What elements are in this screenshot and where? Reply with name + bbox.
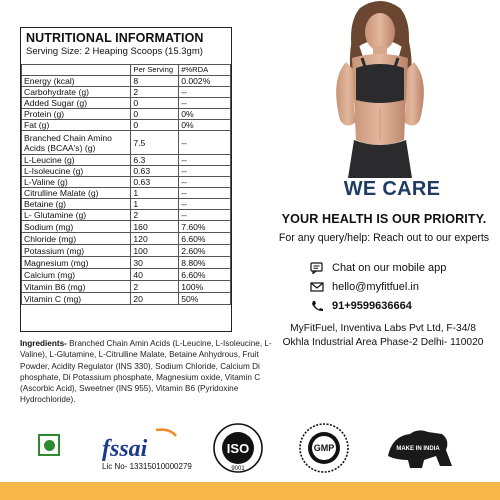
rda-value: -- xyxy=(179,210,231,221)
nutrition-rows xyxy=(22,76,231,305)
nutrition-row xyxy=(22,87,231,98)
per-serving-value: 8 xyxy=(131,76,179,87)
per-serving-value: 1 xyxy=(131,199,179,210)
per-serving-value: 0.63 xyxy=(131,177,179,188)
contact-phone[interactable] xyxy=(310,300,412,312)
rda-value: 0% xyxy=(179,109,231,120)
gmp-text: GMP xyxy=(313,443,335,453)
nutrient-name: Vitamin B6 (mg) xyxy=(22,281,131,293)
per-serving-value: 2 xyxy=(131,281,179,293)
address-line-1: MyFitFuel, Inventiva Labs Pvt Ltd, F-34/8 xyxy=(290,323,476,334)
nutrition-row xyxy=(22,166,231,177)
per-serving-value: 30 xyxy=(131,257,179,269)
rda-value: -- xyxy=(179,188,231,199)
nutrient-name: Chloride (mg) xyxy=(22,233,131,245)
rda-value: 50% xyxy=(179,293,231,305)
nutrient-name: L-Isoleucine (g) xyxy=(22,166,131,177)
fssai-logo xyxy=(98,426,188,462)
per-serving-value: 2 xyxy=(131,210,179,221)
per-serving-value: 6.3 xyxy=(131,155,179,166)
rda-value: 0.002% xyxy=(179,76,231,87)
per-serving-value: 120 xyxy=(131,233,179,245)
rda-value: 8.80% xyxy=(179,257,231,269)
rda-value: 7.60% xyxy=(179,221,231,233)
nutrition-row xyxy=(22,257,231,269)
veg-mark-icon xyxy=(38,434,60,456)
query-help-text: For any query/help: Reach out to our experts xyxy=(278,232,490,244)
make-in-india-text: MAKE IN INDIA xyxy=(396,446,440,452)
nutrition-row xyxy=(22,221,231,233)
nutrient-name: Energy (kcal) xyxy=(22,76,131,87)
we-care-heading: WE CARE xyxy=(343,178,441,200)
nutrition-title: NUTRITIONAL INFORMATION xyxy=(26,31,204,45)
per-serving-value: 2 xyxy=(131,87,179,98)
nutrient-name: Added Sugar (g) xyxy=(22,98,131,109)
rda-value: 100% xyxy=(179,281,231,293)
nutrition-table xyxy=(21,64,231,305)
per-serving-value: 0 xyxy=(131,120,179,131)
nutrient-name: Vitamin C (mg) xyxy=(22,293,131,305)
company-address xyxy=(266,322,500,350)
fitness-model-image xyxy=(300,0,460,178)
nutrition-row xyxy=(22,233,231,245)
ingredients-label: Ingredients- xyxy=(20,339,67,348)
nutrient-name: Betaine (g) xyxy=(22,199,131,210)
fssai-wordmark: fssai xyxy=(102,436,148,462)
nutrition-row xyxy=(22,199,231,210)
header-nutrient xyxy=(22,65,131,76)
nutrient-name: Potassium (mg) xyxy=(22,245,131,257)
rda-value: -- xyxy=(179,177,231,188)
per-serving-value: 40 xyxy=(131,269,179,281)
nutrition-row xyxy=(22,245,231,257)
address-line-2: Okhla Industrial Area Phase-2 Delhi- 110020 xyxy=(282,337,484,348)
nutrition-row xyxy=(22,210,231,221)
make-in-india-logo xyxy=(384,426,456,472)
rda-value: -- xyxy=(179,155,231,166)
nutrition-panel xyxy=(20,27,232,332)
nutrient-name: Calcium (mg) xyxy=(22,269,131,281)
nutrition-row xyxy=(22,155,231,166)
chat-icon xyxy=(310,262,324,274)
gmp-seal xyxy=(294,422,354,474)
rda-value: -- xyxy=(179,87,231,98)
nutrition-row xyxy=(22,98,231,109)
per-serving-value: 7.5 xyxy=(131,131,179,155)
nutrient-name: Sodium (mg) xyxy=(22,221,131,233)
nutrient-name: Carbohydrate (g) xyxy=(22,87,131,98)
certification-logos xyxy=(0,420,500,480)
per-serving-value: 0 xyxy=(131,109,179,120)
serving-size: Serving Size: 2 Heaping Scoops (15.3gm) xyxy=(26,46,203,57)
footer-accent-bar xyxy=(0,482,500,500)
chat-label: Chat on our mobile app xyxy=(332,262,447,274)
nutrition-header-row xyxy=(22,65,231,76)
rda-value: -- xyxy=(179,199,231,210)
per-serving-value: 160 xyxy=(131,221,179,233)
rda-value: 6.60% xyxy=(179,233,231,245)
rda-value: -- xyxy=(179,131,231,155)
priority-tagline: YOUR HEALTH IS OUR PRIORITY. xyxy=(281,212,487,226)
nutrient-name: Citrulline Malate (g) xyxy=(22,188,131,199)
ingredients-list: Branched Chain Amin Acids (L-Leucine, L-Isoleucine, L-Valine), L-Glutamine, L-Citrulline Malate, Betaine Anhydrous, Fruit Powder, Acidity Regulator (INS 330), Sodium Chloride, Calcium Di phosphate, Di Potassium phosphate, Magnesium oxide, Vitamin C (Ascorbic Acid), Sweetner (INS 955), Vitamin B6 (Pyridoxine Hydrochloride). xyxy=(20,339,272,405)
per-serving-value: 100 xyxy=(131,245,179,257)
nutrition-row xyxy=(22,293,231,305)
iso-text: ISO xyxy=(226,441,250,456)
nutrient-name: Protein (g) xyxy=(22,109,131,120)
nutrition-row xyxy=(22,269,231,281)
license-number: Lic No- 13315010000279 xyxy=(102,462,192,471)
nutrition-row xyxy=(22,76,231,87)
per-serving-value: 1 xyxy=(131,188,179,199)
header-rda: #%RDA xyxy=(179,65,231,76)
contact-email[interactable] xyxy=(310,281,419,293)
per-serving-value: 0.63 xyxy=(131,166,179,177)
nutrient-name: L-Leucine (g) xyxy=(22,155,131,166)
nutrient-name: Fat (g) xyxy=(22,120,131,131)
nutrient-name: L-Valine (g) xyxy=(22,177,131,188)
per-serving-value: 0 xyxy=(131,98,179,109)
rda-value: 0% xyxy=(179,120,231,131)
iso-seal xyxy=(208,422,268,474)
mail-icon xyxy=(310,281,324,293)
contact-chat[interactable] xyxy=(310,262,446,274)
iso-number: 9001 xyxy=(231,466,245,472)
phone-number: 91+9599636664 xyxy=(332,300,412,312)
header-per-serving: Per Serving xyxy=(131,65,179,76)
nutrition-row xyxy=(22,120,231,131)
rda-value: 2.60% xyxy=(179,245,231,257)
nutrition-row xyxy=(22,177,231,188)
ingredients-text xyxy=(20,338,282,406)
phone-icon xyxy=(310,300,324,312)
rda-value: 6.60% xyxy=(179,269,231,281)
rda-value: -- xyxy=(179,166,231,177)
nutrition-row xyxy=(22,188,231,199)
nutrition-row xyxy=(22,131,231,155)
rda-value: -- xyxy=(179,98,231,109)
nutrient-name: L- Glutamine (g) xyxy=(22,210,131,221)
per-serving-value: 20 xyxy=(131,293,179,305)
nutrition-row xyxy=(22,109,231,120)
nutrient-name: Branched Chain Amino Acids (BCAA's) (g) xyxy=(22,131,131,155)
nutrient-name: Magnesium (mg) xyxy=(22,257,131,269)
email-address: hello@myfitfuel.in xyxy=(332,281,419,293)
nutrition-row xyxy=(22,281,231,293)
